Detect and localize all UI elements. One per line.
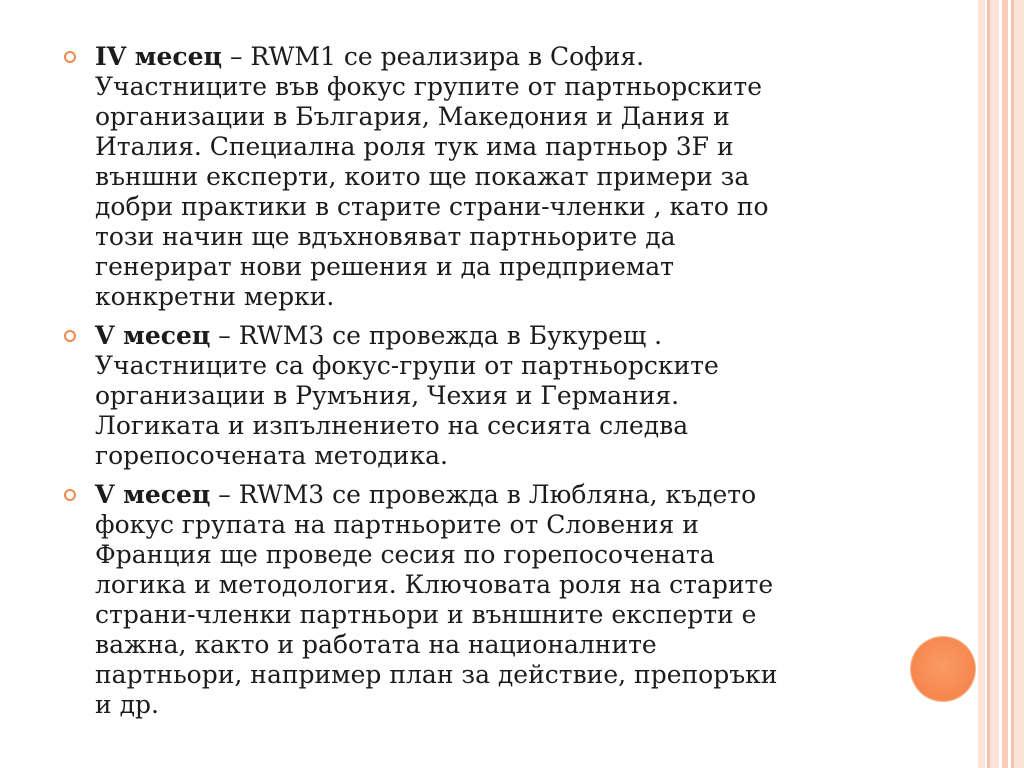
bullet-first-line-text: – RWM3 се провежда в Любляна, където xyxy=(210,480,757,509)
text-line: Италия. Специална роля тук има партньор 3F и xyxy=(95,132,734,161)
text-line: организации в Румъния, Чехия и Германия. xyxy=(95,381,680,410)
text-line: този начин ще вдъхновяват партньорите да xyxy=(95,222,676,251)
bullet-circle-icon xyxy=(64,330,76,342)
text-line xyxy=(95,321,955,351)
bullet-item-3 xyxy=(95,480,955,720)
text-line: важна, както и работата на националните xyxy=(95,630,657,659)
text-line: страни-членки партньори и външните експерти е xyxy=(95,600,757,629)
text-line: добри практики в старите страни-членки , като по xyxy=(95,192,769,221)
slide-body xyxy=(95,42,955,720)
bullet-item-1 xyxy=(95,42,955,312)
text-line: логика и методология. Ключовата роля на старите xyxy=(95,570,774,599)
text-line: организации в България, Македония и Дания и xyxy=(95,102,730,131)
bullet-circle-icon xyxy=(64,489,76,501)
decorative-side-stripes xyxy=(978,0,1024,768)
bullet-lead: V месец xyxy=(95,480,211,509)
text-line: и др. xyxy=(95,690,159,719)
text-line: фокус групата на партньорите от Словения и xyxy=(95,510,699,539)
text-line: генерират нови решения и да предприемат xyxy=(95,252,674,281)
bullet-item-2 xyxy=(95,321,955,471)
text-line xyxy=(95,480,955,510)
text-line: Участниците са фокус-групи от партньорските xyxy=(95,351,719,380)
bullet-lead: IV месец xyxy=(95,42,223,71)
text-line: Участниците във фокус групите от партньорските xyxy=(95,72,763,101)
text-line: външни експерти, които ще покажат примери за xyxy=(95,162,750,191)
text-line: партньори, например план за действие, препоръки xyxy=(95,660,778,689)
text-line xyxy=(95,42,955,72)
text-line: Логиката и изпълнението на сесията следва xyxy=(95,411,689,440)
text-line: конкретни мерки. xyxy=(95,282,335,311)
bullet-first-line-text: – RWM1 се реализира в София. xyxy=(222,42,645,71)
bullet-first-line-text: – RWM3 се провежда в Букурещ . xyxy=(210,321,663,350)
bullet-lead: V месец xyxy=(95,321,211,350)
text-line: Франция ще проведе сесия по горепосочената xyxy=(95,540,715,569)
bullet-circle-icon xyxy=(64,51,76,63)
text-line: горепосочената методика. xyxy=(95,441,448,470)
